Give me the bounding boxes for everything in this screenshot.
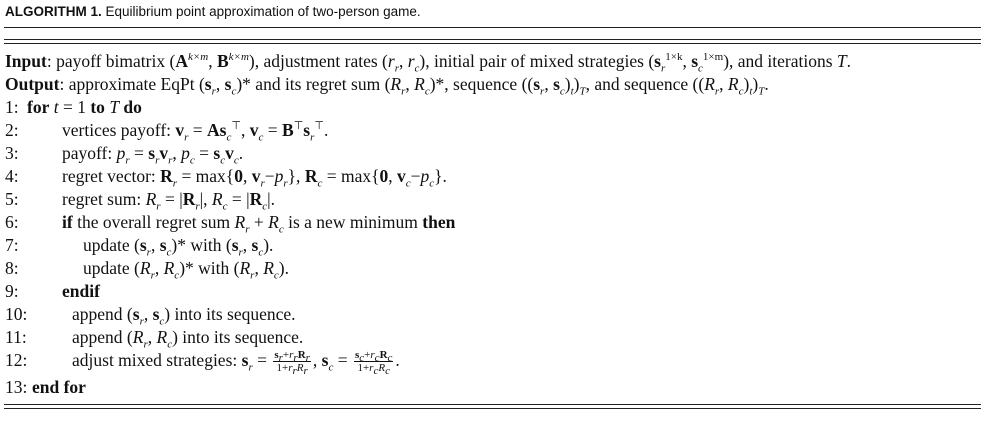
output-text-1: : approximate EqPt (	[59, 74, 205, 94]
word-with: with	[193, 258, 234, 278]
keyword-do: do	[123, 97, 142, 117]
input-line: Input: payoff bimatrix ($A^{k\times m}$, $B^{k\times m}$), adjustment rates ($r_r$, $r_c$), initial pair of mixed strategies ($s_r^{1\times k}$, $s_c^{1\times m}$), and iterations T.	[5, 51, 852, 75]
line-tail: into its sequence.	[177, 327, 304, 347]
top-rule	[4, 27, 981, 28]
line-text: append	[72, 304, 127, 324]
keyword-end-for: end for	[32, 377, 86, 397]
keyword-if: if	[62, 212, 73, 232]
line-number: 13:	[5, 377, 28, 397]
line-text: update	[83, 258, 135, 278]
line-text: the overall regret sum	[72, 212, 235, 232]
keyword-to: to	[90, 97, 105, 117]
line-number: 8:	[5, 258, 19, 278]
iterations-symbol: T	[836, 51, 847, 71]
header-rule-2	[4, 43, 981, 44]
word-with: with	[185, 235, 226, 255]
bottom-rule-2	[4, 408, 981, 409]
line-number: 10:	[5, 304, 28, 324]
keyword-for: for	[27, 97, 50, 117]
line-number: 7:	[5, 235, 19, 255]
algorithm-caption	[5, 4, 421, 19]
line-text: adjust mixed strategies:	[72, 350, 242, 370]
output-label: Output	[5, 74, 60, 94]
fraction-sc: $\frac{s_c+r_cR_c}{1+r_cR_c}$	[355, 349, 393, 378]
line-text: payoff:	[62, 143, 117, 163]
input-text-4: ), and iterations	[723, 51, 837, 71]
keyword-endif: endif	[62, 281, 100, 301]
line-number: 5:	[5, 189, 19, 209]
output-line: Output: approximate EqPt ($s_r$, $s_c)*$ and its regret sum ($R_r$, $R_c)*$, sequence (($s_r$, $s_c)_t)_T$, and sequence (($R_r$, $R_c)_t)_T$.	[5, 74, 769, 98]
input-label: Input	[5, 51, 47, 71]
input-text-1: : payoff bimatrix (	[46, 51, 176, 71]
line-text: append	[72, 327, 127, 347]
caption-label: ALGORITHM 1.	[5, 4, 102, 19]
line-number: 3:	[5, 143, 19, 163]
input-text-3: ), initial pair of mixed strategies (	[419, 51, 655, 71]
input-end: .	[846, 51, 852, 71]
line-number: 9:	[5, 281, 19, 301]
line-number: 12:	[5, 350, 28, 370]
line-number: 6:	[5, 212, 19, 232]
line-tail: into its sequence.	[170, 304, 296, 324]
line-text: vertices payoff:	[62, 120, 176, 140]
line-number: 4:	[5, 166, 19, 186]
keyword-then: then	[422, 212, 456, 232]
output-text-4: , and sequence ((	[585, 74, 705, 94]
line-text: regret vector:	[62, 166, 161, 186]
output-end: .	[764, 74, 769, 94]
caption-title: Equilibrium point approximation of two-person game.	[105, 4, 421, 19]
bottom-rule-1	[4, 404, 981, 405]
header-rule-1	[4, 39, 981, 40]
output-text-2: )* and its regret sum (	[236, 74, 391, 94]
line-text: update	[83, 235, 135, 255]
input-text-2: ), adjustment rates (	[248, 51, 388, 71]
line-text-mid: is a new minimum	[283, 212, 423, 232]
line-number: 11:	[5, 327, 27, 347]
line-number: 2:	[5, 120, 19, 140]
output-text-3: )*, sequence ((	[429, 74, 534, 94]
line-number: 1:	[5, 97, 19, 117]
fraction-sr: $\frac{s_r+r_rR_r}{1+r_rR_r}$	[274, 349, 310, 378]
line-text: regret sum:	[62, 189, 146, 209]
